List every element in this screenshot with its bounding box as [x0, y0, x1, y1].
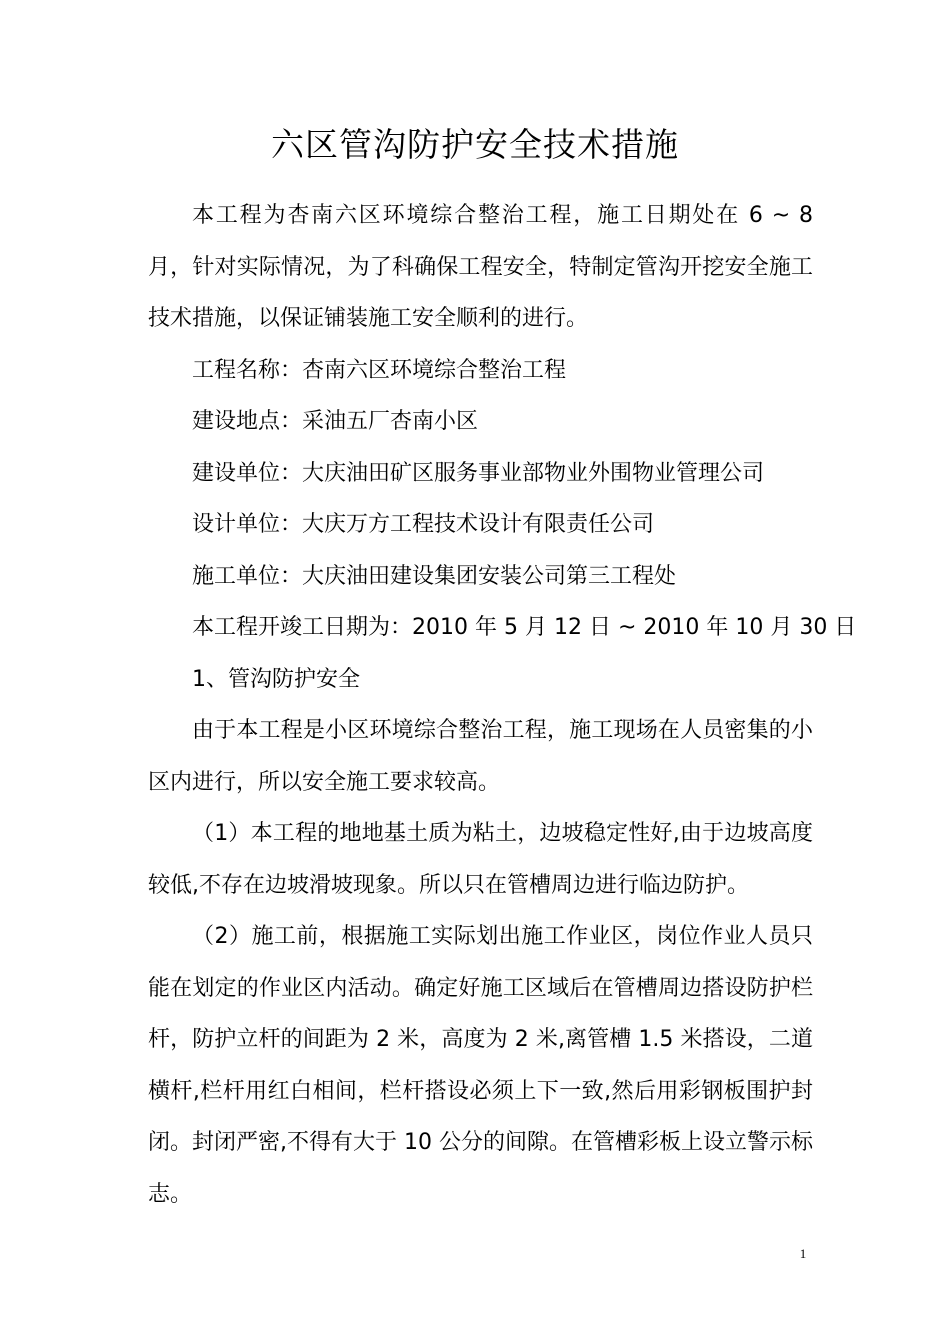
- contractor-unit-line: 施工单位：大庆油田建设集团安装公司第三工程处: [192, 563, 677, 589]
- section-heading-trench-protection: 1、管沟防护安全: [192, 666, 360, 692]
- document-title: 六区管沟防护安全技术措施: [271, 125, 679, 164]
- construction-site-line: 建设地点：采油五厂杏南小区: [192, 409, 479, 434]
- owner-unit-line: 建设单位：大庆油田矿区服务事业部物业外围物业管理公司: [192, 460, 765, 486]
- schedule-line: 本工程开竣工日期为：2010 年 5 月 12 日 ~ 2010 年 10 月 30 日: [192, 615, 857, 640]
- intro-paragraph: 本工程为杏南六区环境综合整治工程，施工日期处在 6 ~ 8 月，针对实际情况，为了科确保工程安全，特制定管沟开挖安全施工技术措施，以保证铺装施工安全顺利的进行。: [148, 203, 813, 331]
- item-1-paragraph: （1）本工程的地地基土质为粘土，边坡稳定性好,由于边坡高度较低,不存在边坡滑坡现象。所以只在管槽周边进行临边防护。: [148, 821, 813, 898]
- project-name-line: 工程名称：杏南六区环境综合整治工程: [192, 357, 567, 383]
- document-body: [148, 190, 857, 1220]
- design-unit-line: 设计单位：大庆万方工程技术设计有限责任公司: [192, 512, 655, 537]
- page-number: 1: [799, 1246, 807, 1261]
- item-2-paragraph: （2）施工前，根据施工实际划出施工作业区，岗位作业人员只能在划定的作业区内活动。确定好施工区域后在管槽周边搭设防护栏杆，防护立杆的间距为 2 米，高度为 2 米,离管槽 1.5 米搭设，二道横杆,栏杆用红白相间，栏杆搭设必须上下一致,然后用彩钢板围护封闭。封闭严密,不得有大于 10 公分的间隙。在管槽彩板上设立警示标志。: [148, 924, 813, 1207]
- site-context-paragraph: 由于本工程是小区环境综合整治工程，施工现场在人员密集的小区内进行，所以安全施工要求较高。: [148, 718, 813, 795]
